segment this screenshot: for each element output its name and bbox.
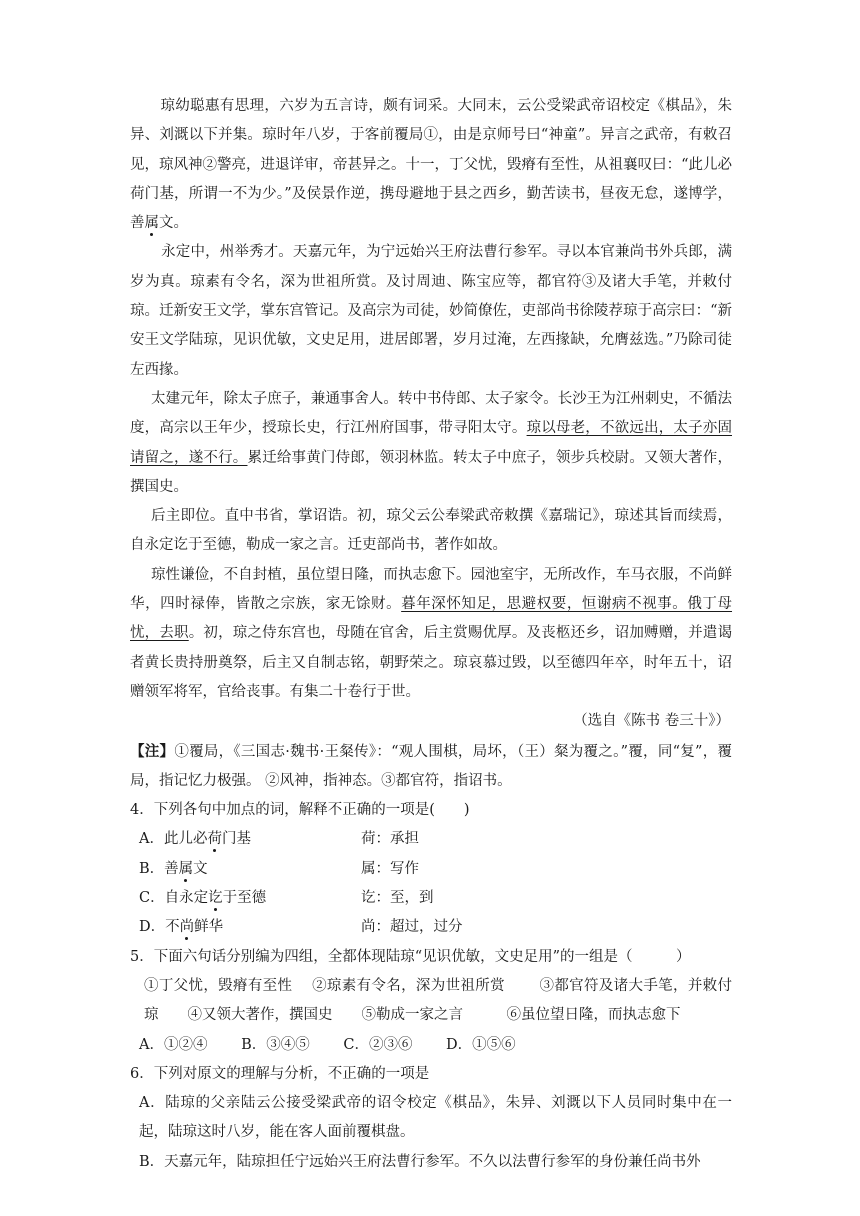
question-4-stem: 4．下列各句中加点的词，解释不正确的一项是( ) <box>130 802 470 819</box>
question-4-option-d <box>130 913 732 942</box>
option-pre: B．善 <box>139 860 179 877</box>
question-4-option-b <box>130 855 732 884</box>
passage-text: 琼幼聪惠有思理，六岁为五言诗，颇有词采。大同末，云公受梁武帝诏校定《棋品》，朱异、刘溉以下并集。琼时年八岁，于客前覆局①，由是京师号曰“神童”。异言之武帝，有敕召见，琼风神②警亮，进退详审，帝甚异之。十一，丁父忧，毁瘠有至性，从祖襄叹曰：“此儿必荷门基，所谓一不为少。”及侯景作逆，携母避地于县之西乡，勤苦读书，昼夜无怠，遂博学，善 <box>130 98 732 232</box>
question-6-stem: 6．下列对原文的理解与分析，不正确的一项是 <box>130 1065 430 1082</box>
underlined-sentence: 暮年深怀知足，思避权要，恒谢病不视事。俄丁母忧，去职 <box>130 596 733 642</box>
option-text <box>139 913 361 942</box>
question-6-option-b: B．天嘉元年，陆琼担任宁远始兴王府法曹行参军。不久以法曹行参军的身份兼任尚书外 <box>139 1153 701 1170</box>
question-4-option-a <box>130 825 732 854</box>
option-post: 文 <box>193 860 208 877</box>
option-text <box>139 884 361 913</box>
option-pre: C．自永定 <box>139 890 209 907</box>
passage-paragraph-4: 后主即位。直中书省，掌诏诰。初，琼父云公奉梁武帝敕撰《嘉瑞记》，琼述其旨而续焉，自永定讫于至德，勒成一家之言。迁吏部尚书，著作如故。 <box>130 508 732 554</box>
option-pre: D．不 <box>139 919 180 936</box>
document-page <box>130 92 732 1177</box>
passage-text: 。初，琼之侍东宫也，母随在官舍，后主赏赐优厚。及丧柩还乡，诏加赙赠，并遣谒者黄长贵持册奠祭，后主又自制志铭，朝野荣之。琼哀慕过毁，以至德四年卒，时年五十，诏赠领军将军，官给丧事。有集二十卷行于世。 <box>130 625 732 700</box>
passage-text: 太建元年，除太子庶子，兼通事舍人。转中书侍郎、太子家令。长沙王为江州刺史，不循法度，高宗以王年少，授琼长史，行江州府国事，带寻阳太守。 <box>130 390 732 437</box>
option-post: 鲜华 <box>194 919 224 936</box>
question-5-groups: ①丁父忧，毁瘠有至性 ②琼素有令名，深为世祖所赏 ③都官符及诸大手笔，并敕付琼 ④又领大著作，撰国史 ⑤勒成一家之言 ⑥虽位望日隆，而执志愈下 <box>144 977 732 1024</box>
question-5-stem: 5．下面六句话分别编为四组，全都体现陆琼“见识优敏，文史足用”的一组是（ ） <box>130 948 691 965</box>
annotation-note <box>130 737 732 797</box>
option-pre: A．此儿必 <box>139 831 208 848</box>
passage-paragraph-1 <box>130 92 732 238</box>
passage-text: 琼性谦俭，不自封植，虽位望日隆，而执志愈下。园池室宇，无所改作，车马衣服，不尚鲜华，四时禄俸，皆散之宗族，家无馀财。 <box>130 566 732 613</box>
option-gloss: 讫：至，到 <box>361 890 434 907</box>
passage-paragraph-2: 永定中，州举秀才。天嘉元年，为宁远始兴王府法曹行参军。寻以本官兼尚书外兵郎，满岁为真。琼素有令名，深为世祖所赏。及讨周迪、陈宝应等，都官符③及诸大手笔，并敕付琼。迁新安王文学，掌东宫管记。及高宗为司徒，妙简僚佐，吏部尚书徐陵荐琼于高宗曰：“新安王文学陆琼，见识优敏，文史足用，进居郎署，岁月过淹，左西掾缺，允膺兹选。”乃除司徒左西掾。 <box>130 244 732 378</box>
dotted-character: 属 <box>144 215 159 232</box>
question-5-choices: A．①②④ B．③④⑤ C．②③⑥ D．①⑤⑥ <box>139 1036 516 1053</box>
question-4-option-c <box>130 884 732 913</box>
option-gloss: 属：写作 <box>361 860 419 877</box>
dotted-character: 尚 <box>179 919 195 936</box>
passage-text: 累迁给事黄门侍郎，领羽林监。转太子中庶子，领步兵校尉。又领大著作，撰国史。 <box>130 449 732 495</box>
question-6-option-a: A．陆琼的父亲陆云公接受梁武帝的诏令校定《棋品》，朱异、刘溉以下人员同时集中在一起，陆琼这时八岁，能在客人面前覆棋盘。 <box>139 1095 732 1141</box>
option-text <box>139 825 361 854</box>
dotted-character: 讫 <box>208 890 223 907</box>
option-post: 门基 <box>221 831 251 848</box>
option-gloss: 荷：承担 <box>361 831 419 848</box>
dotted-character: 属 <box>178 860 194 877</box>
note-text: ①覆局，《三国志·魏书·王粲传》：“观人围棋，局坏，（王）粲为覆之。”覆，同“复”，覆局，指记忆力极强。 ②风神，指神态。③都官符，指诏书。 <box>130 743 732 789</box>
passage-source: （选自《陈书 卷三十》） <box>573 713 730 730</box>
note-tag: 【注】 <box>130 742 175 760</box>
passage-paragraph-5 <box>130 561 732 707</box>
option-post: 于至德 <box>222 890 267 907</box>
option-text <box>139 855 361 884</box>
passage-text: 文。 <box>159 215 188 232</box>
option-gloss: 尚：超过，过分 <box>361 919 463 936</box>
passage-paragraph-3 <box>130 385 732 502</box>
underlined-sentence: 琼以母老，不欲远出，太子亦固请留之，遂不行。 <box>130 420 732 466</box>
dotted-character: 荷 <box>207 831 222 848</box>
